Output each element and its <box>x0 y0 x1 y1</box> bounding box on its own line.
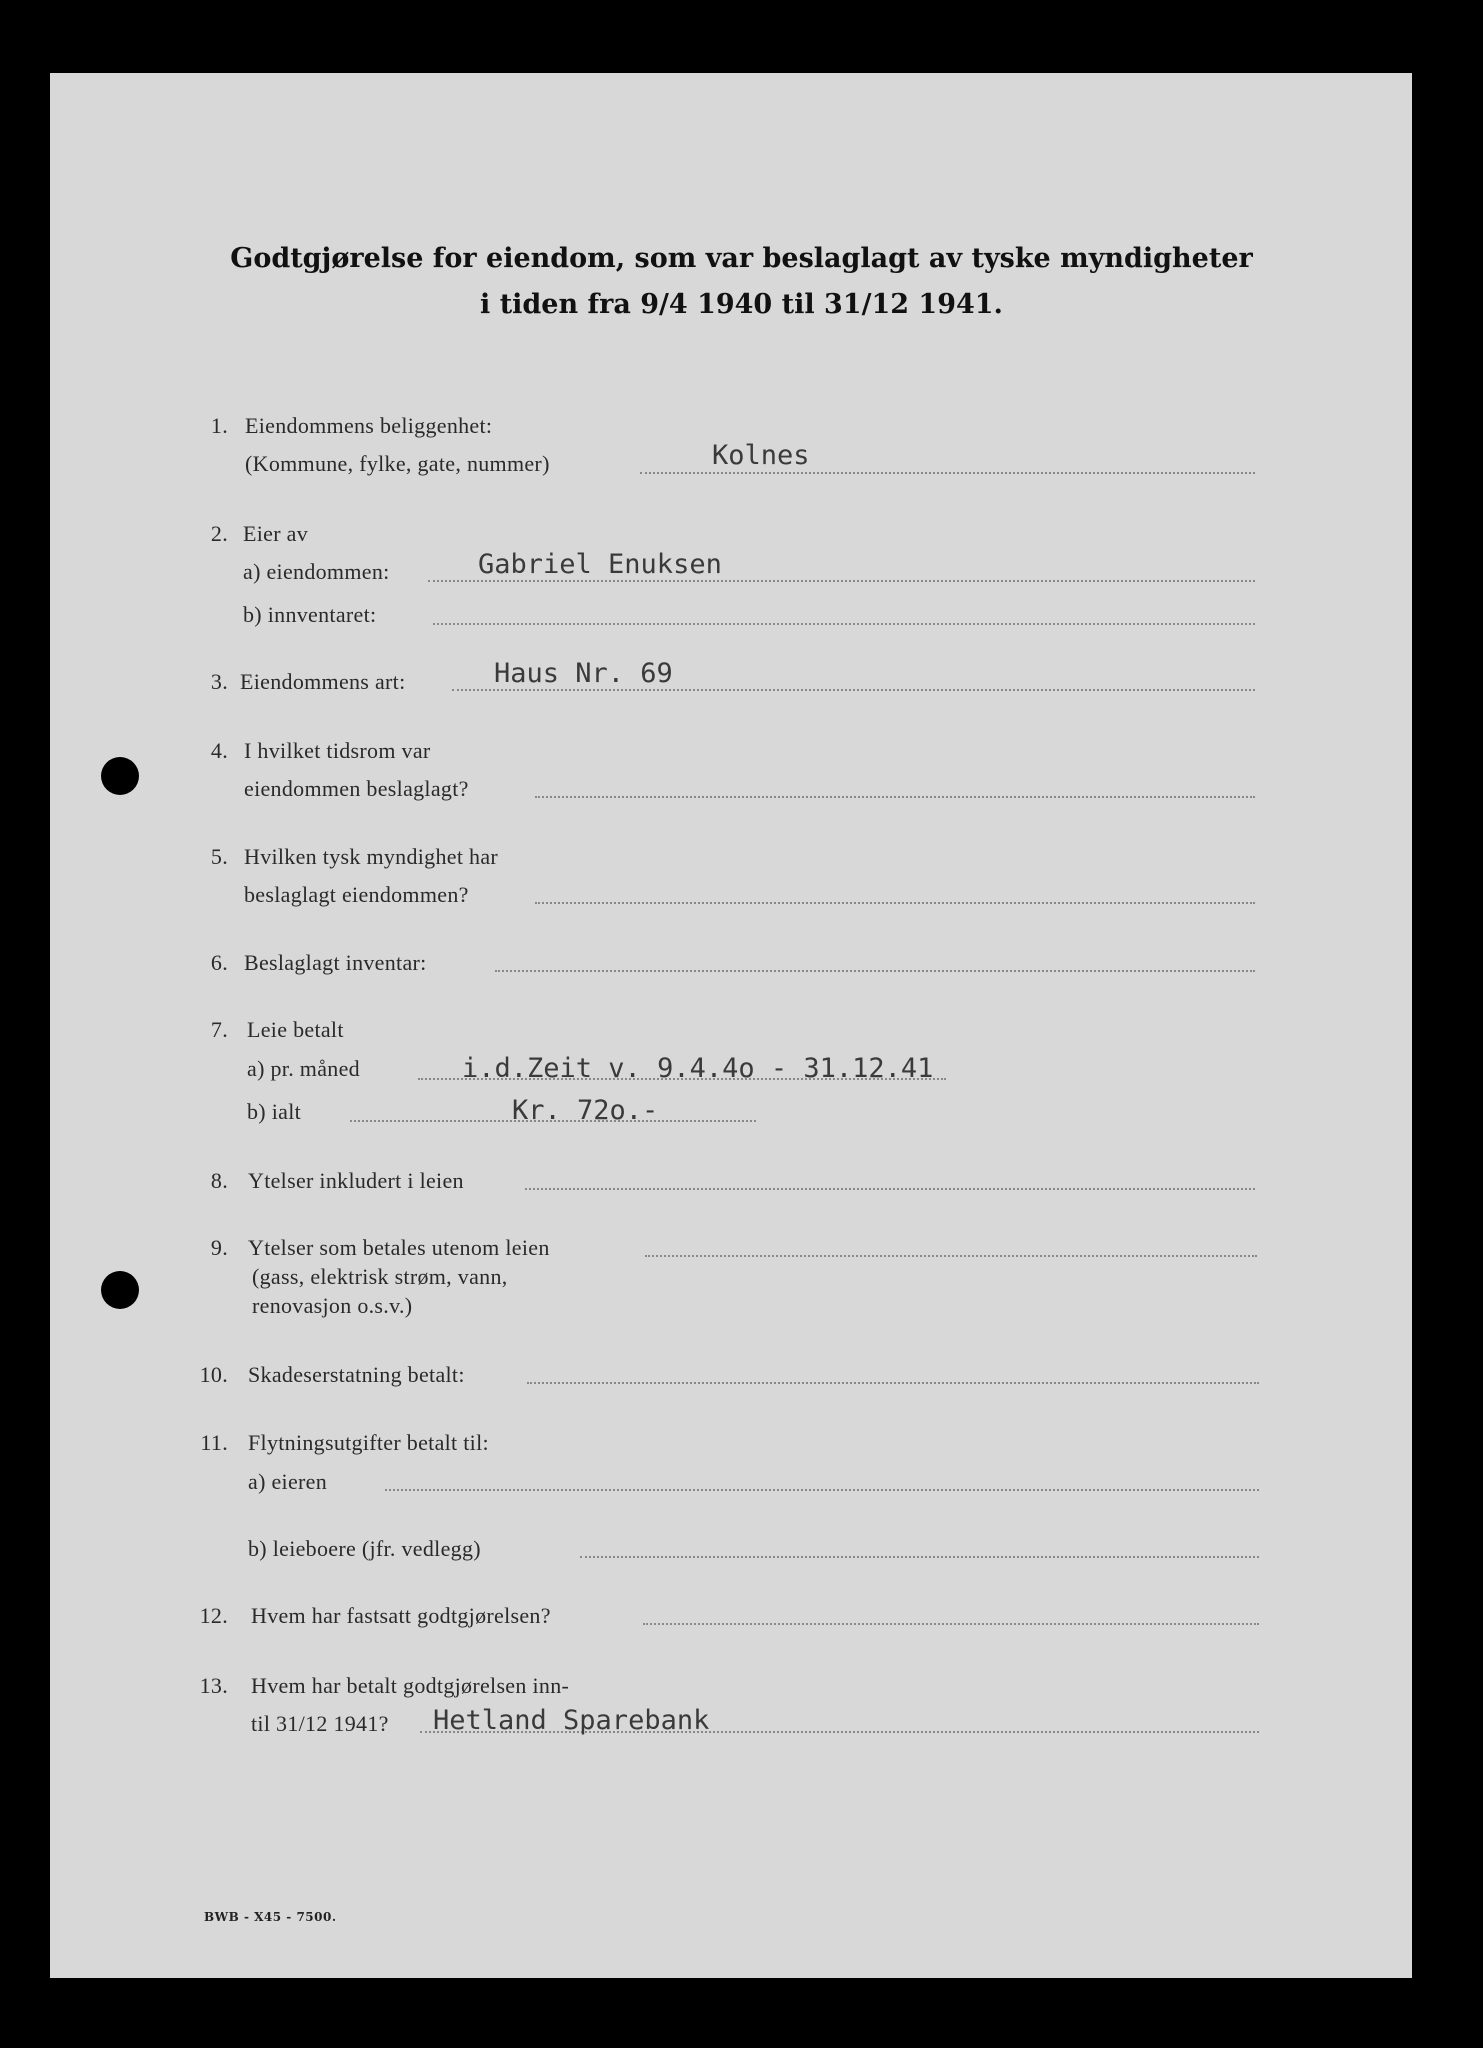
item-label: Beslaglagt inventar: <box>244 950 427 975</box>
item-label: I hvilket tidsrom var <box>244 738 431 763</box>
answer-line <box>643 1623 1259 1625</box>
answer-line <box>433 623 1255 625</box>
answer-rent-period: i.d.Zeit v. 9.4.4o - 31.12.41 <box>462 1053 934 1084</box>
item-sublabel: beslaglagt eiendommen? <box>244 882 469 907</box>
item-number: 5. <box>210 844 228 869</box>
item-number: 12. <box>199 1603 228 1628</box>
item-sublabel: (Kommune, fylke, gate, nummer) <box>245 451 550 476</box>
item-label: Ytelser inkludert i leien <box>248 1168 464 1193</box>
item-number: 4. <box>210 738 228 763</box>
answer-line <box>495 970 1255 972</box>
answer-property-type: Haus Nr. 69 <box>494 658 673 689</box>
item-sublabel: b) ialt <box>247 1099 302 1124</box>
item-label: Hvem har betalt godtgjørelsen inn- <box>251 1673 570 1698</box>
item-number: 9. <box>210 1235 228 1260</box>
item-label: Ytelser som betales utenom leien <box>248 1235 550 1260</box>
item-sublabel: b) innventaret: <box>243 602 377 627</box>
item-sublabel: a) pr. måned <box>247 1056 360 1081</box>
item-sublabel: eiendommen beslaglagt? <box>244 776 469 801</box>
item-number: 2. <box>210 521 228 546</box>
item-label: Flytningsutgifter betalt til: <box>248 1430 489 1455</box>
item-sublabel: til 31/12 1941? <box>251 1711 389 1736</box>
answer-location: Kolnes <box>712 440 810 471</box>
item-label: Hvem har fastsatt godtgjørelsen? <box>251 1603 551 1628</box>
answer-line <box>535 902 1255 904</box>
form-title-line2: i tiden fra 9/4 1940 til 31/12 1941. <box>480 289 1003 320</box>
item-number: 7. <box>210 1017 228 1042</box>
form-code: BWB - X45 - 7500. <box>204 1910 337 1924</box>
answer-line <box>640 472 1255 474</box>
punch-hole <box>101 757 139 795</box>
answer-line <box>385 1489 1259 1491</box>
item-label: Hvilken tysk myndighet har <box>244 844 499 869</box>
answer-payer: Hetland Sparebank <box>433 1705 710 1736</box>
item-number: 1. <box>210 413 228 438</box>
answer-line <box>428 580 1255 582</box>
answer-line <box>580 1556 1259 1558</box>
punch-hole <box>101 1271 139 1309</box>
item-number: 10. <box>199 1362 228 1387</box>
answer-line <box>645 1255 1257 1257</box>
item-sublabel: a) eiendommen: <box>243 559 390 584</box>
item-number: 6. <box>210 950 228 975</box>
form-title-line1: Godtgjørelse for eiendom, som var beslaglagt av tyske myndigheter <box>230 243 1253 274</box>
item-number: 8. <box>210 1168 228 1193</box>
item-sublabel: a) eieren <box>248 1469 328 1494</box>
answer-line <box>452 689 1255 691</box>
item-label: Eiendommens art: <box>240 669 406 694</box>
item-label: Eier av <box>243 521 309 546</box>
item-number: 3. <box>210 669 228 694</box>
item-number: 13. <box>199 1673 228 1698</box>
item-number: 11. <box>200 1430 228 1455</box>
answer-owner: Gabriel Enuksen <box>478 549 722 580</box>
item-sublabel: (gass, elektrisk strøm, vann, <box>252 1264 508 1289</box>
item-sublabel: b) leieboere (jfr. vedlegg) <box>248 1536 481 1561</box>
answer-rent-total: Kr. 72o.- <box>512 1095 659 1126</box>
answer-line <box>527 1382 1259 1384</box>
item-label: Leie betalt <box>247 1017 344 1042</box>
item-sublabel: renovasjon o.s.v.) <box>252 1293 413 1318</box>
item-label: Eiendommens beliggenhet: <box>245 413 493 438</box>
answer-line <box>525 1188 1255 1190</box>
item-label: Skadeserstatning betalt: <box>248 1362 465 1387</box>
answer-line <box>535 796 1255 798</box>
